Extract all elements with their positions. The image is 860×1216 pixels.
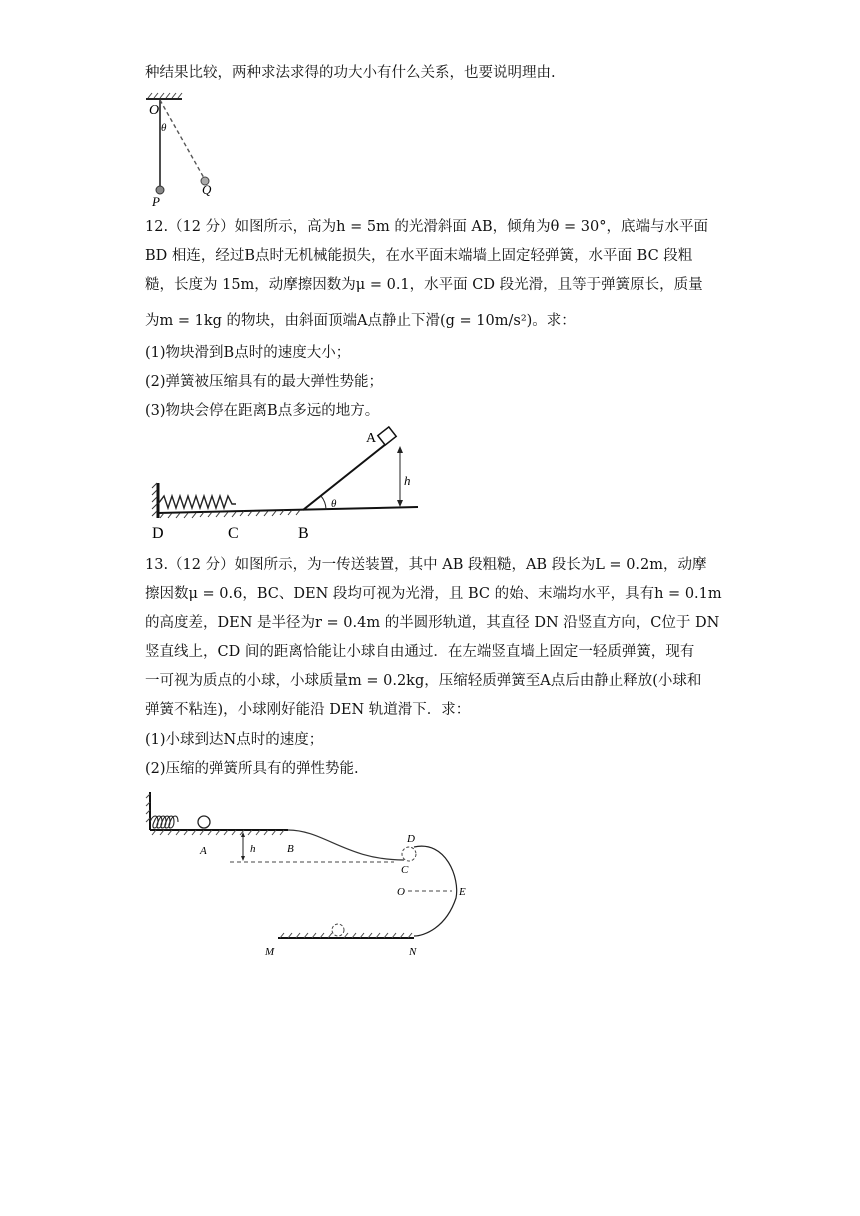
q12-line-2: BD 相连，经过B点时无机械能损失，在水平面末端墙上固定轻弹簧，水平面 BC 段粗 xyxy=(145,248,693,264)
label-D: D xyxy=(152,525,164,542)
label-C: C xyxy=(401,864,409,876)
intro-text: 种结果比较，两种求法求得的功大小有什么关系，也要说明理由. xyxy=(145,65,556,81)
label-D: D xyxy=(407,833,415,845)
label-theta: θ xyxy=(161,122,167,134)
label-h: h xyxy=(404,473,411,488)
label-B: B xyxy=(287,843,294,855)
pendulum-figure xyxy=(140,92,240,207)
q12-line-4: 为m = 1kg 的物块，由斜面顶端A点静止下滑(g = 10m/s²)。求： xyxy=(145,313,576,329)
label-N: N xyxy=(409,946,417,958)
incline-spring-figure xyxy=(148,428,428,543)
q12-line-3: 糙，长度为 15m，动摩擦因数为μ = 0.1，水平面 CD 段光滑，且等于弹簧原长，质量 xyxy=(145,277,703,293)
q13-line-6: 弹簧不粘连)，小球刚好能沿 DEN 轨道滑下．求： xyxy=(145,702,471,718)
spring xyxy=(158,496,236,508)
label-A: A xyxy=(366,431,377,446)
q13-question-2: (2)压缩的弹簧所具有的弹性势能. xyxy=(145,761,359,777)
spring xyxy=(150,816,178,828)
label-theta: θ xyxy=(331,498,337,510)
label-M: M xyxy=(265,946,275,958)
q12-line-1: 12.（12 分）如图所示，高为h = 5m 的光滑斜面 AB，倾角为θ = 30°，底端与水平面 xyxy=(145,219,708,235)
label-h: h xyxy=(250,843,256,855)
label-C: C xyxy=(228,525,239,542)
label-O: O xyxy=(149,103,160,118)
q13-line-1: 13.（12 分）如图所示，为一传送装置，其中 AB 段粗糙，AB 段长为L = 0.2m，动摩 xyxy=(145,557,707,573)
q13-line-5: 一可视为质点的小球，小球质量m = 0.2kg，压缩轻质弹簧至A点后由静止释放(小球和 xyxy=(145,673,702,689)
label-E: E xyxy=(459,886,466,898)
label-O: O xyxy=(397,886,405,898)
q13-line-4: 竖直线上，CD 间的距离恰能让小球自由通过．在左端竖直墙上固定一轻质弹簧，现有 xyxy=(145,644,695,660)
q13-question-1: (1)小球到达N点时的速度； xyxy=(145,732,324,748)
label-P: P xyxy=(152,194,160,209)
ball xyxy=(198,816,210,828)
q12-question-3: (3)物块会停在距离B点多远的地方。 xyxy=(145,403,380,419)
q13-line-3: 的高度差，DEN 是半径为r = 0.4m 的半圆形轨道，其直径 DN 沿竖直方向，C位于 DN xyxy=(145,615,720,631)
q13-line-2: 擦因数μ = 0.6，BC、DEN 段均可视为光滑，且 BC 的始、末端均水平，具有h = 0.1m xyxy=(145,586,722,602)
label-Q: Q xyxy=(202,182,212,197)
label-B: B xyxy=(298,525,309,542)
label-A: A xyxy=(200,845,207,857)
transport-device-figure xyxy=(146,788,476,963)
q12-question-1: (1)物块滑到B点时的速度大小； xyxy=(145,345,351,361)
q12-question-2: (2)弹簧被压缩具有的最大弹性势能； xyxy=(145,374,384,390)
